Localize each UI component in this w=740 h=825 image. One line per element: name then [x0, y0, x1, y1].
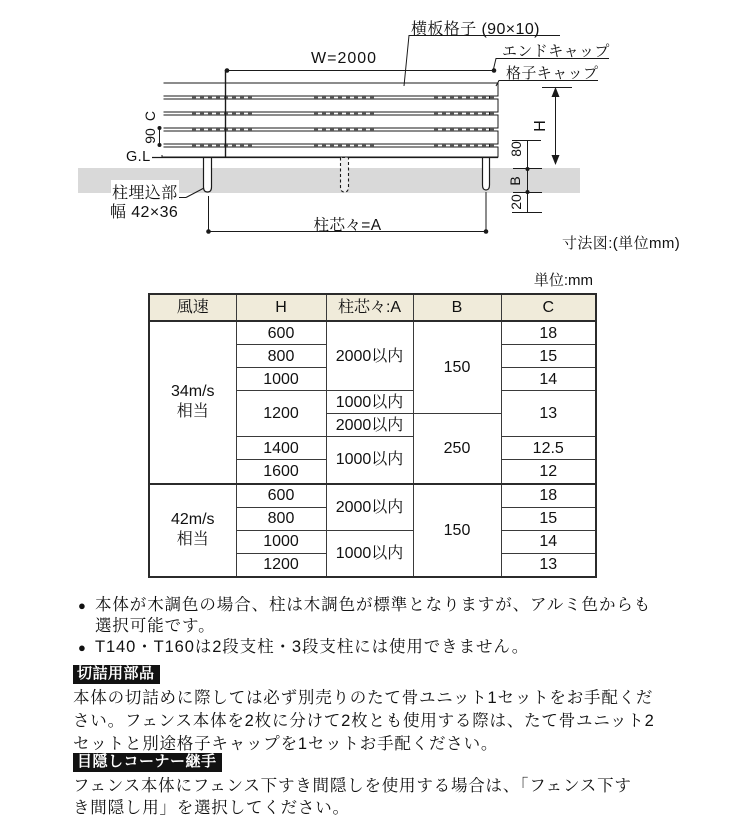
cell-h: 1000 [236, 368, 326, 391]
section-body-cut-parts [73, 687, 723, 756]
cell-b: 250 [413, 414, 501, 484]
ground-level-label: G.L [126, 149, 151, 165]
board-lattice-label: 横板格子 (90×10) [411, 21, 540, 38]
bullet-icon: ● [78, 598, 87, 613]
wind-34-line2: 相当 [176, 403, 209, 421]
cell-c: 13 [501, 391, 596, 437]
wind-spec-table [148, 293, 597, 578]
cell-h: 800 [236, 507, 326, 530]
cell-a: 1000以内 [326, 391, 413, 414]
cell-a: 1000以内 [326, 530, 413, 577]
wind-42-line2: 相当 [176, 531, 209, 549]
wind-42-cell [149, 484, 236, 577]
cell-b: 150 [413, 484, 501, 577]
cell-h: 600 [236, 484, 326, 508]
section-title-cut-parts: 切詰用部品 [73, 665, 160, 684]
col-header-h: H [236, 294, 326, 321]
cell-c: 12.5 [501, 437, 596, 460]
width-dim-label: W=2000 [311, 50, 378, 67]
post-embed-label: 柱埋込部 [111, 180, 179, 203]
pitch-90-label: 90 [142, 128, 158, 144]
section-line: さい。フェンス本体を2枚に分けて2枚とも使用する際は、たて骨ユニット2 [73, 712, 655, 730]
cell-h: 1200 [236, 391, 326, 437]
cell-h: 1000 [236, 530, 326, 553]
gap-c-label: C [142, 110, 158, 122]
right-post-embed [483, 158, 490, 191]
wind-42-line1: 42m/s [170, 511, 215, 529]
dim-80-label: 80 [508, 141, 524, 157]
note-line: T140・T160は2段支柱・3段支柱には使用できません。 [95, 638, 530, 656]
cell-h: 600 [236, 321, 326, 345]
section-line: 本体の切詰めに際しては必ず別売りのたて骨ユニット1セットをお手配くだ [73, 689, 654, 707]
list-item [78, 595, 718, 637]
note-text [95, 637, 529, 658]
col-header-wind: 風速 [149, 294, 236, 321]
cell-c: 14 [501, 368, 596, 391]
dim-20-label: 20 [508, 194, 524, 210]
cell-c: 18 [501, 321, 596, 345]
fence-dimension-diagram [0, 0, 740, 262]
table-unit-note: 単位:mm [533, 272, 593, 289]
cell-h: 800 [236, 345, 326, 368]
section-title-corner-joint: 目隠しコーナー継手 [73, 753, 222, 772]
cell-c: 14 [501, 530, 596, 553]
cell-b: 150 [413, 321, 501, 414]
table-row [149, 321, 596, 345]
section-line: き間隠し用」を選択してください。 [73, 799, 350, 817]
post-embed-size-label: 幅 42×36 [110, 204, 179, 221]
note-line: 選択可能です。 [95, 617, 216, 635]
cell-a: 2000以内 [326, 321, 413, 391]
col-header-a: 柱芯々:A [326, 294, 413, 321]
height-h-label: H [532, 120, 549, 132]
wind-34-cell [149, 321, 236, 484]
cell-h: 1600 [236, 460, 326, 484]
cell-a: 1000以内 [326, 437, 413, 484]
section-body-corner-joint [73, 775, 723, 819]
end-cap-label: エンドキャップ [502, 43, 610, 60]
wind-34-line1: 34m/s [170, 383, 215, 401]
bullet-icon: ● [78, 640, 87, 655]
cell-c: 18 [501, 484, 596, 508]
diagram-caption: 寸法図:(単位mm) [562, 235, 681, 252]
col-header-c: C [501, 294, 596, 321]
cell-h: 1200 [236, 553, 326, 577]
table-header-row [149, 294, 596, 321]
left-post-embed [204, 158, 212, 193]
note-line: 本体が木調色の場合、柱は木調色が標準となりますが、アルミ色からも [95, 596, 652, 614]
post-pitch-label: 柱芯々=A [313, 217, 382, 234]
table-row [149, 484, 596, 508]
dim-b-label: B [507, 176, 523, 186]
cell-a: 2000以内 [326, 484, 413, 531]
lattice-cap-label: 格子キャップ [506, 65, 599, 82]
col-header-b: B [413, 294, 501, 321]
cell-c: 13 [501, 553, 596, 577]
list-item [78, 637, 718, 658]
middle-post-hidden [341, 158, 349, 193]
cell-c: 12 [501, 460, 596, 484]
note-text [95, 595, 651, 637]
section-line: フェンス本体にフェンス下すき間隠しを使用する場合は、「フェンス下す [73, 777, 632, 795]
cell-c: 15 [501, 507, 596, 530]
cell-a: 2000以内 [326, 414, 413, 437]
cell-h: 1400 [236, 437, 326, 460]
notes-list [78, 595, 718, 658]
section-line: セットと別途格子キャップを1セットお手配ください。 [73, 735, 499, 753]
cell-c: 15 [501, 345, 596, 368]
